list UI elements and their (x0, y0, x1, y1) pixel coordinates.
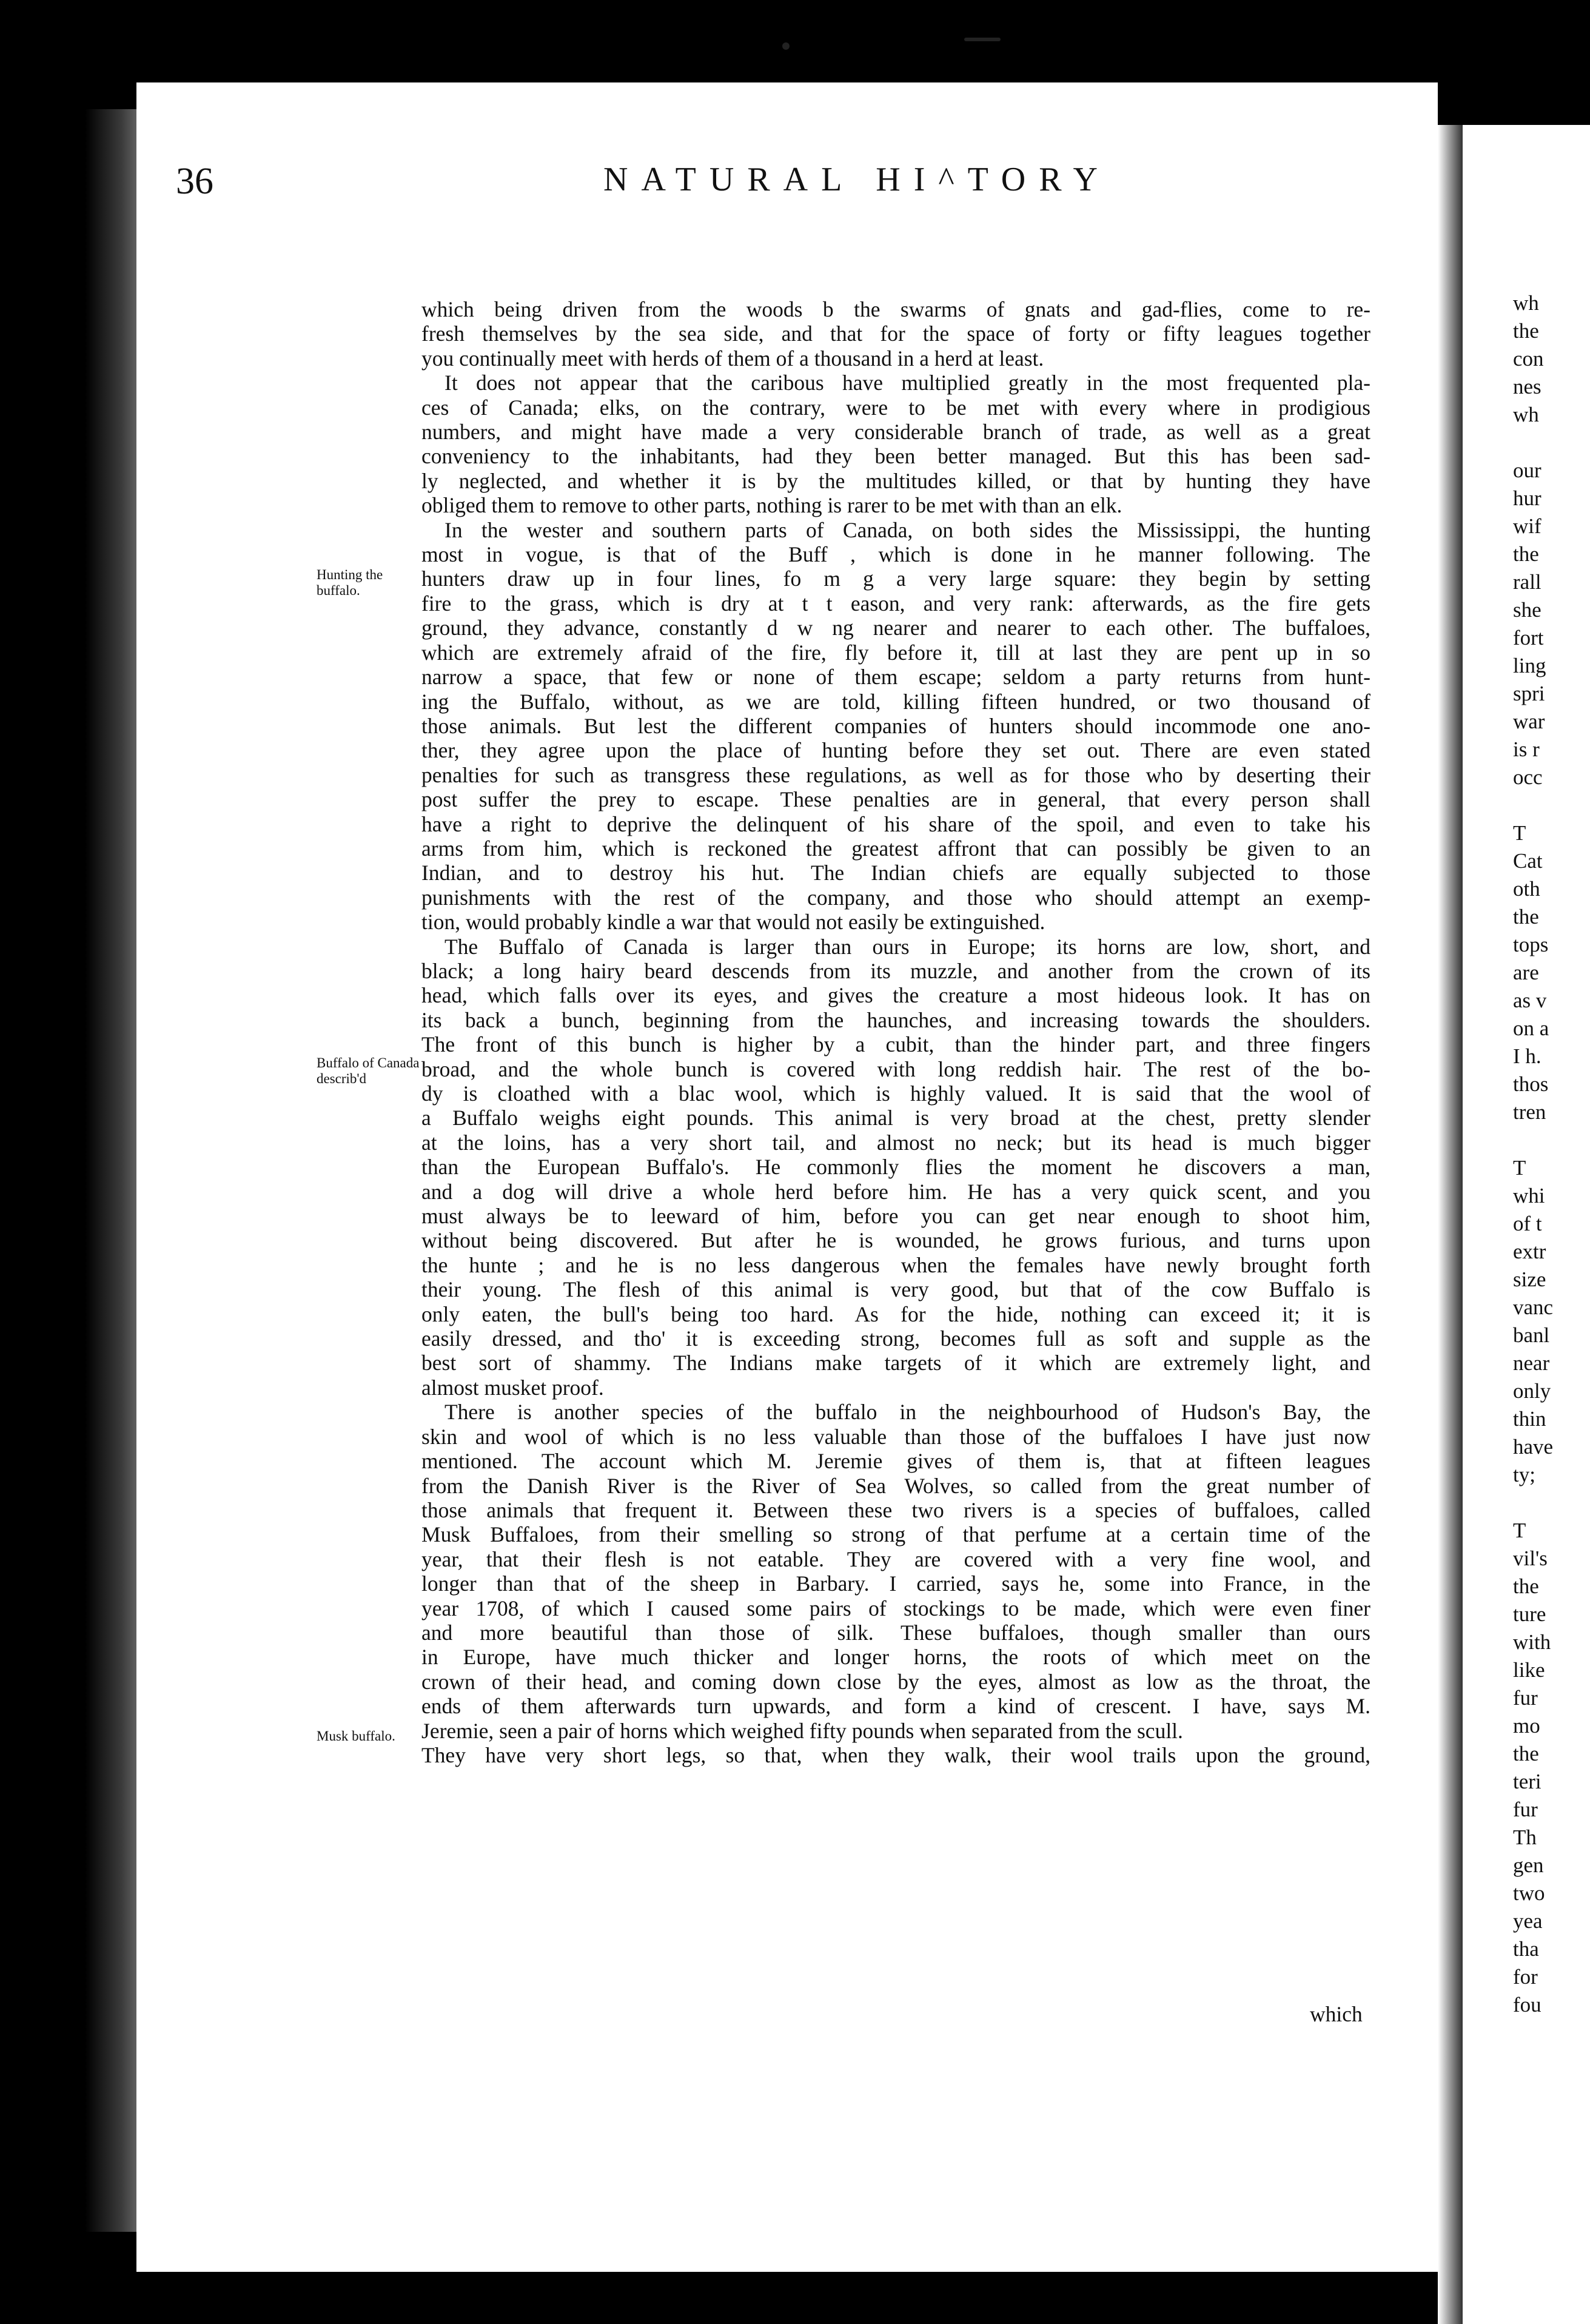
facing-page-fragment: wif (1513, 514, 1541, 538)
facing-page-fragment: size (1513, 1268, 1546, 1291)
facing-page-shadow (1438, 125, 1463, 2324)
body-line: and a dog will drive a whole herd before him. He has a very quick scent, and you (421, 1179, 1370, 1204)
facing-page-fragment: fur (1513, 1798, 1538, 1821)
facing-page-fragment: nes (1513, 375, 1541, 398)
body-line: fresh themselves by the sea side, and that for the space of forty or fifty leagues together (421, 321, 1370, 346)
body-line: ces of Canada; elks, on the contrary, were to be met with every where in prodigious (421, 395, 1370, 420)
facing-page-fragment: fort (1513, 626, 1544, 650)
body-line: ing the Buffalo, without, as we are told, killing fifteen hundred, or two thousand of (421, 689, 1370, 714)
body-line: The front of this bunch is higher by a cubit, than the hinder part, and three fingers (421, 1032, 1370, 1057)
facing-page-fragment: spri (1513, 682, 1545, 705)
body-line: longer than that of the sheep in Barbary. I carried, says he, some into France, in the (421, 1571, 1370, 1596)
facing-page-fragment: ture (1513, 1602, 1546, 1626)
body-line: best sort of shammy. The Indians make targets of it which are extremely light, and (421, 1351, 1370, 1375)
facing-page-fragment: yea (1513, 1909, 1543, 1933)
facing-page-fragment: banl (1513, 1323, 1550, 1347)
running-title: NATURAL HI^TORY (603, 161, 1111, 198)
body-line: penalties for such as transgress these regulations, as well as for those who by deserting their (421, 762, 1370, 787)
facing-page-fragment: the (1513, 542, 1539, 566)
facing-page-fragment: tha (1513, 1937, 1539, 1961)
facing-page-fragment: rall (1513, 570, 1541, 594)
body-line: those animals that frequent it. Between these two rivers is a species of buffaloes, called (421, 1497, 1370, 1522)
body-line: fire to the grass, which is dry at t t eason, and very rank: afterwards, as the fire gets (421, 591, 1370, 616)
facing-page-fragment: ty; (1513, 1463, 1535, 1486)
facing-page-fragment: the (1513, 319, 1539, 343)
body-line: which being driven from the woods b the swarms of gnats and gad-flies, come to re- (421, 297, 1370, 321)
facing-page-fragment: thos (1513, 1072, 1549, 1096)
body-line: must always be to leeward of him, before you can get near enough to shoot him, (421, 1204, 1370, 1229)
body-line: only eaten, the bull's being too hard. As for the hide, nothing can exceed it; it is (421, 1301, 1370, 1326)
facing-page-fragment: extr (1513, 1240, 1546, 1263)
facing-page-fragment: teri (1513, 1770, 1541, 1793)
body-line: ground, they advance, constantly d w ng nearer and nearer to each other. The buffaloes, (421, 616, 1370, 640)
body-line: in Europe, have much thicker and longer horns, the roots of which meet on the (421, 1645, 1370, 1670)
body-text (421, 297, 1370, 1767)
page-number: 36 (176, 161, 213, 202)
facing-page-fragment: tops (1513, 933, 1549, 956)
facing-page-fragment: Th (1513, 1825, 1537, 1849)
facing-page-fragment: T (1513, 1519, 1526, 1542)
facing-page-fragment: are (1513, 961, 1539, 984)
facing-page-fragment: two (1513, 1881, 1545, 1905)
body-line: easily dressed, and tho' it is exceeding strong, becomes full as soft and supple as the (421, 1326, 1370, 1351)
facing-page-fragment: occ (1513, 765, 1543, 789)
facing-page-fragment: for (1513, 1965, 1538, 1989)
facing-page-fragment: with (1513, 1630, 1551, 1654)
margin-note: Musk buffalo. (317, 1728, 395, 1744)
body-line: its back a bunch, beginning from the haunches, and increasing towards the shoulders. (421, 1007, 1370, 1032)
facing-page-fragment: vanc (1513, 1295, 1554, 1319)
body-line: The Buffalo of Canada is larger than ours in Europe; its horns are low, short, and (444, 934, 1370, 959)
facing-page-fragment: thin (1513, 1407, 1546, 1431)
page-header (176, 160, 1328, 227)
body-line: skin and wool of which is no less valuable than those of the buffaloes I have just now (421, 1424, 1370, 1449)
facing-page-fragment: fou (1513, 1993, 1541, 2017)
body-line: ends of them afterwards turn upwards, and form a kind of crescent. I have, says M. (421, 1694, 1370, 1719)
facing-page-fragment: hur (1513, 486, 1541, 510)
body-line: their young. The flesh of this animal is very good, but that of the cow Buffalo is (421, 1277, 1370, 1302)
body-line: than the European Buffalo's. He commonly flies the moment he discovers a man, (421, 1155, 1370, 1180)
body-line: a Buffalo weighs eight pounds. This animal is very broad at the chest, pretty slender (421, 1106, 1370, 1130)
body-line: dy is cloathed with a blac wool, which is highly valued. It is said that the wool of (421, 1081, 1370, 1106)
facing-page-fragment: fur (1513, 1686, 1538, 1710)
body-line: crown of their head, and coming down close by the eyes, almost as low as the throat, the (421, 1669, 1370, 1694)
facing-page-fragment: the (1513, 1574, 1539, 1598)
facing-page-fragment: T (1513, 821, 1526, 845)
facing-page-fragment: whi (1513, 1184, 1545, 1207)
facing-page-fragment: she (1513, 598, 1541, 622)
facing-page-fragment: tren (1513, 1100, 1546, 1124)
body-line: from the Danish River is the River of Sea Wolves, so called from the great number of (421, 1473, 1370, 1498)
facing-page-fragment: war (1513, 710, 1545, 733)
body-line: mentioned. The account which M. Jeremie gives of them is, that at fifteen leagues (421, 1449, 1370, 1474)
facing-page-fragment: the (1513, 905, 1539, 929)
facing-page-fragment: T (1513, 1156, 1526, 1180)
body-line: year 1708, of which I caused some pairs of stockings to be made, which were even finer (421, 1596, 1370, 1620)
body-line: hunters draw up in four lines, fo m g a very large square: they begin by setting (421, 566, 1370, 591)
body-line: arms from him, which is reckoned the greatest affront that can possibly be given to an (421, 836, 1370, 861)
dust-speck (782, 42, 790, 50)
body-line: head, which falls over its eyes, and gives the creature a most hideous look. It has on (421, 983, 1370, 1008)
body-line: the hunte ; and he is no less dangerous when the females have newly brought forth (421, 1252, 1370, 1277)
facing-page-fragment: the (1513, 1742, 1539, 1765)
body-line: ther, they agree upon the place of hunting before they set out. There are even stated (421, 738, 1370, 763)
facing-page-fragment: vil's (1513, 1547, 1548, 1570)
body-line: Jeremie, seen a pair of horns which weighed fifty pounds when separated from the scull. (421, 1718, 1183, 1743)
facing-page-fragment: have (1513, 1435, 1554, 1459)
body-line: broad, and the whole bunch is covered with long reddish hair. The rest of the bo- (421, 1056, 1370, 1081)
body-line: narrow a space, that few or none of them escape; seldom a party returns from hunt- (421, 665, 1370, 690)
body-line: most in vogue, is that of the Buff , which is done in he manner following. The (421, 542, 1370, 567)
margin-note: Buffalo of Canada describ'd (317, 1055, 420, 1086)
facing-page-fragment: on a (1513, 1016, 1549, 1040)
body-line: numbers, and might have made a very considerable branch of trade, as well as a great (421, 420, 1370, 445)
facing-page-fragment: is r (1513, 737, 1540, 761)
facing-page-fragment: Cat (1513, 849, 1543, 873)
facing-page-fragment: as v (1513, 989, 1547, 1012)
body-line: conveniency to the inhabitants, had they been better managed. But this has been sad- (421, 444, 1370, 469)
body-line: There is another species of the buffalo in the neighbourhood of Hudson's Bay, the (444, 1400, 1370, 1425)
facing-page-fragment: con (1513, 347, 1544, 371)
facing-page-fragment: our (1513, 458, 1541, 482)
facing-page-fragment: I h. (1513, 1044, 1541, 1068)
catchword: which (1310, 2002, 1363, 2026)
facing-page-fragment: of t (1513, 1212, 1542, 1235)
body-line: those animals. But lest the different companies of hunters should incommode one ano- (421, 713, 1370, 738)
body-line: you continually meet with herds of them of a thousand in a herd at least. (421, 346, 1044, 371)
body-line: Musk Buffaloes, from their smelling so strong of that perfume at a certain time of the (421, 1522, 1370, 1547)
facing-page-fragment: like (1513, 1658, 1545, 1682)
body-line: Indian, and to destroy his hut. The Indian chiefs are equally subjected to those (421, 861, 1370, 885)
body-line: They have very short legs, so that, when they walk, their wool trails upon the ground, (421, 1742, 1370, 1767)
body-line: black; a long hairy beard descends from its muzzle, and another from the crown of its (421, 958, 1370, 983)
body-line: tion, would probably kindle a war that would not easily be extinguished. (421, 910, 1045, 935)
facing-page-fragment: mo (1513, 1714, 1540, 1738)
body-line: which are extremely afraid of the fire, fly before it, till at last they are pent up in so (421, 640, 1370, 665)
body-line: and more beautiful than those of silk. These buffaloes, though smaller than ours (421, 1620, 1370, 1645)
facing-page-fragment: only (1513, 1379, 1551, 1403)
body-line: obliged them to remove to other parts, nothing is rarer to be met with than an elk. (421, 493, 1122, 518)
body-line: almost musket proof. (421, 1375, 604, 1400)
body-line: punishments with the rest of the company, and those who should attempt an exemp- (421, 885, 1370, 910)
body-line: In the wester and southern parts of Canada, on both sides the Mississippi, the hunting (444, 517, 1370, 542)
body-line: post suffer the prey to escape. These penalties are in general, that every person shall (421, 787, 1370, 812)
facing-page-fragment: oth (1513, 877, 1540, 901)
body-line: ly neglected, and whether it is by the multitudes killed, or that by hunting they have (421, 468, 1370, 493)
body-line: It does not appear that the caribous have multiplied greatly in the most frequented pla- (444, 371, 1370, 395)
body-line: year, that their flesh is not eatable. They are covered with a very fine wool, and (421, 1547, 1370, 1571)
dust-speck (964, 38, 1001, 41)
facing-page-fragment: wh (1513, 403, 1539, 426)
facing-page-fragment: near (1513, 1351, 1550, 1375)
margin-note: Hunting the buffalo. (317, 567, 383, 598)
body-line: without being discovered. But after he is wounded, he grows furious, and turns upon (421, 1228, 1370, 1253)
body-line: at the loins, has a very short tail, and almost no neck; but its head is much bigger (421, 1130, 1370, 1155)
facing-page-fragment: wh (1513, 291, 1539, 315)
facing-page-fragment: gen (1513, 1853, 1544, 1877)
facing-page-fragment: ling (1513, 654, 1546, 677)
body-line: have a right to deprive the delinquent of his share of the spoil, and even to take his (421, 811, 1370, 836)
